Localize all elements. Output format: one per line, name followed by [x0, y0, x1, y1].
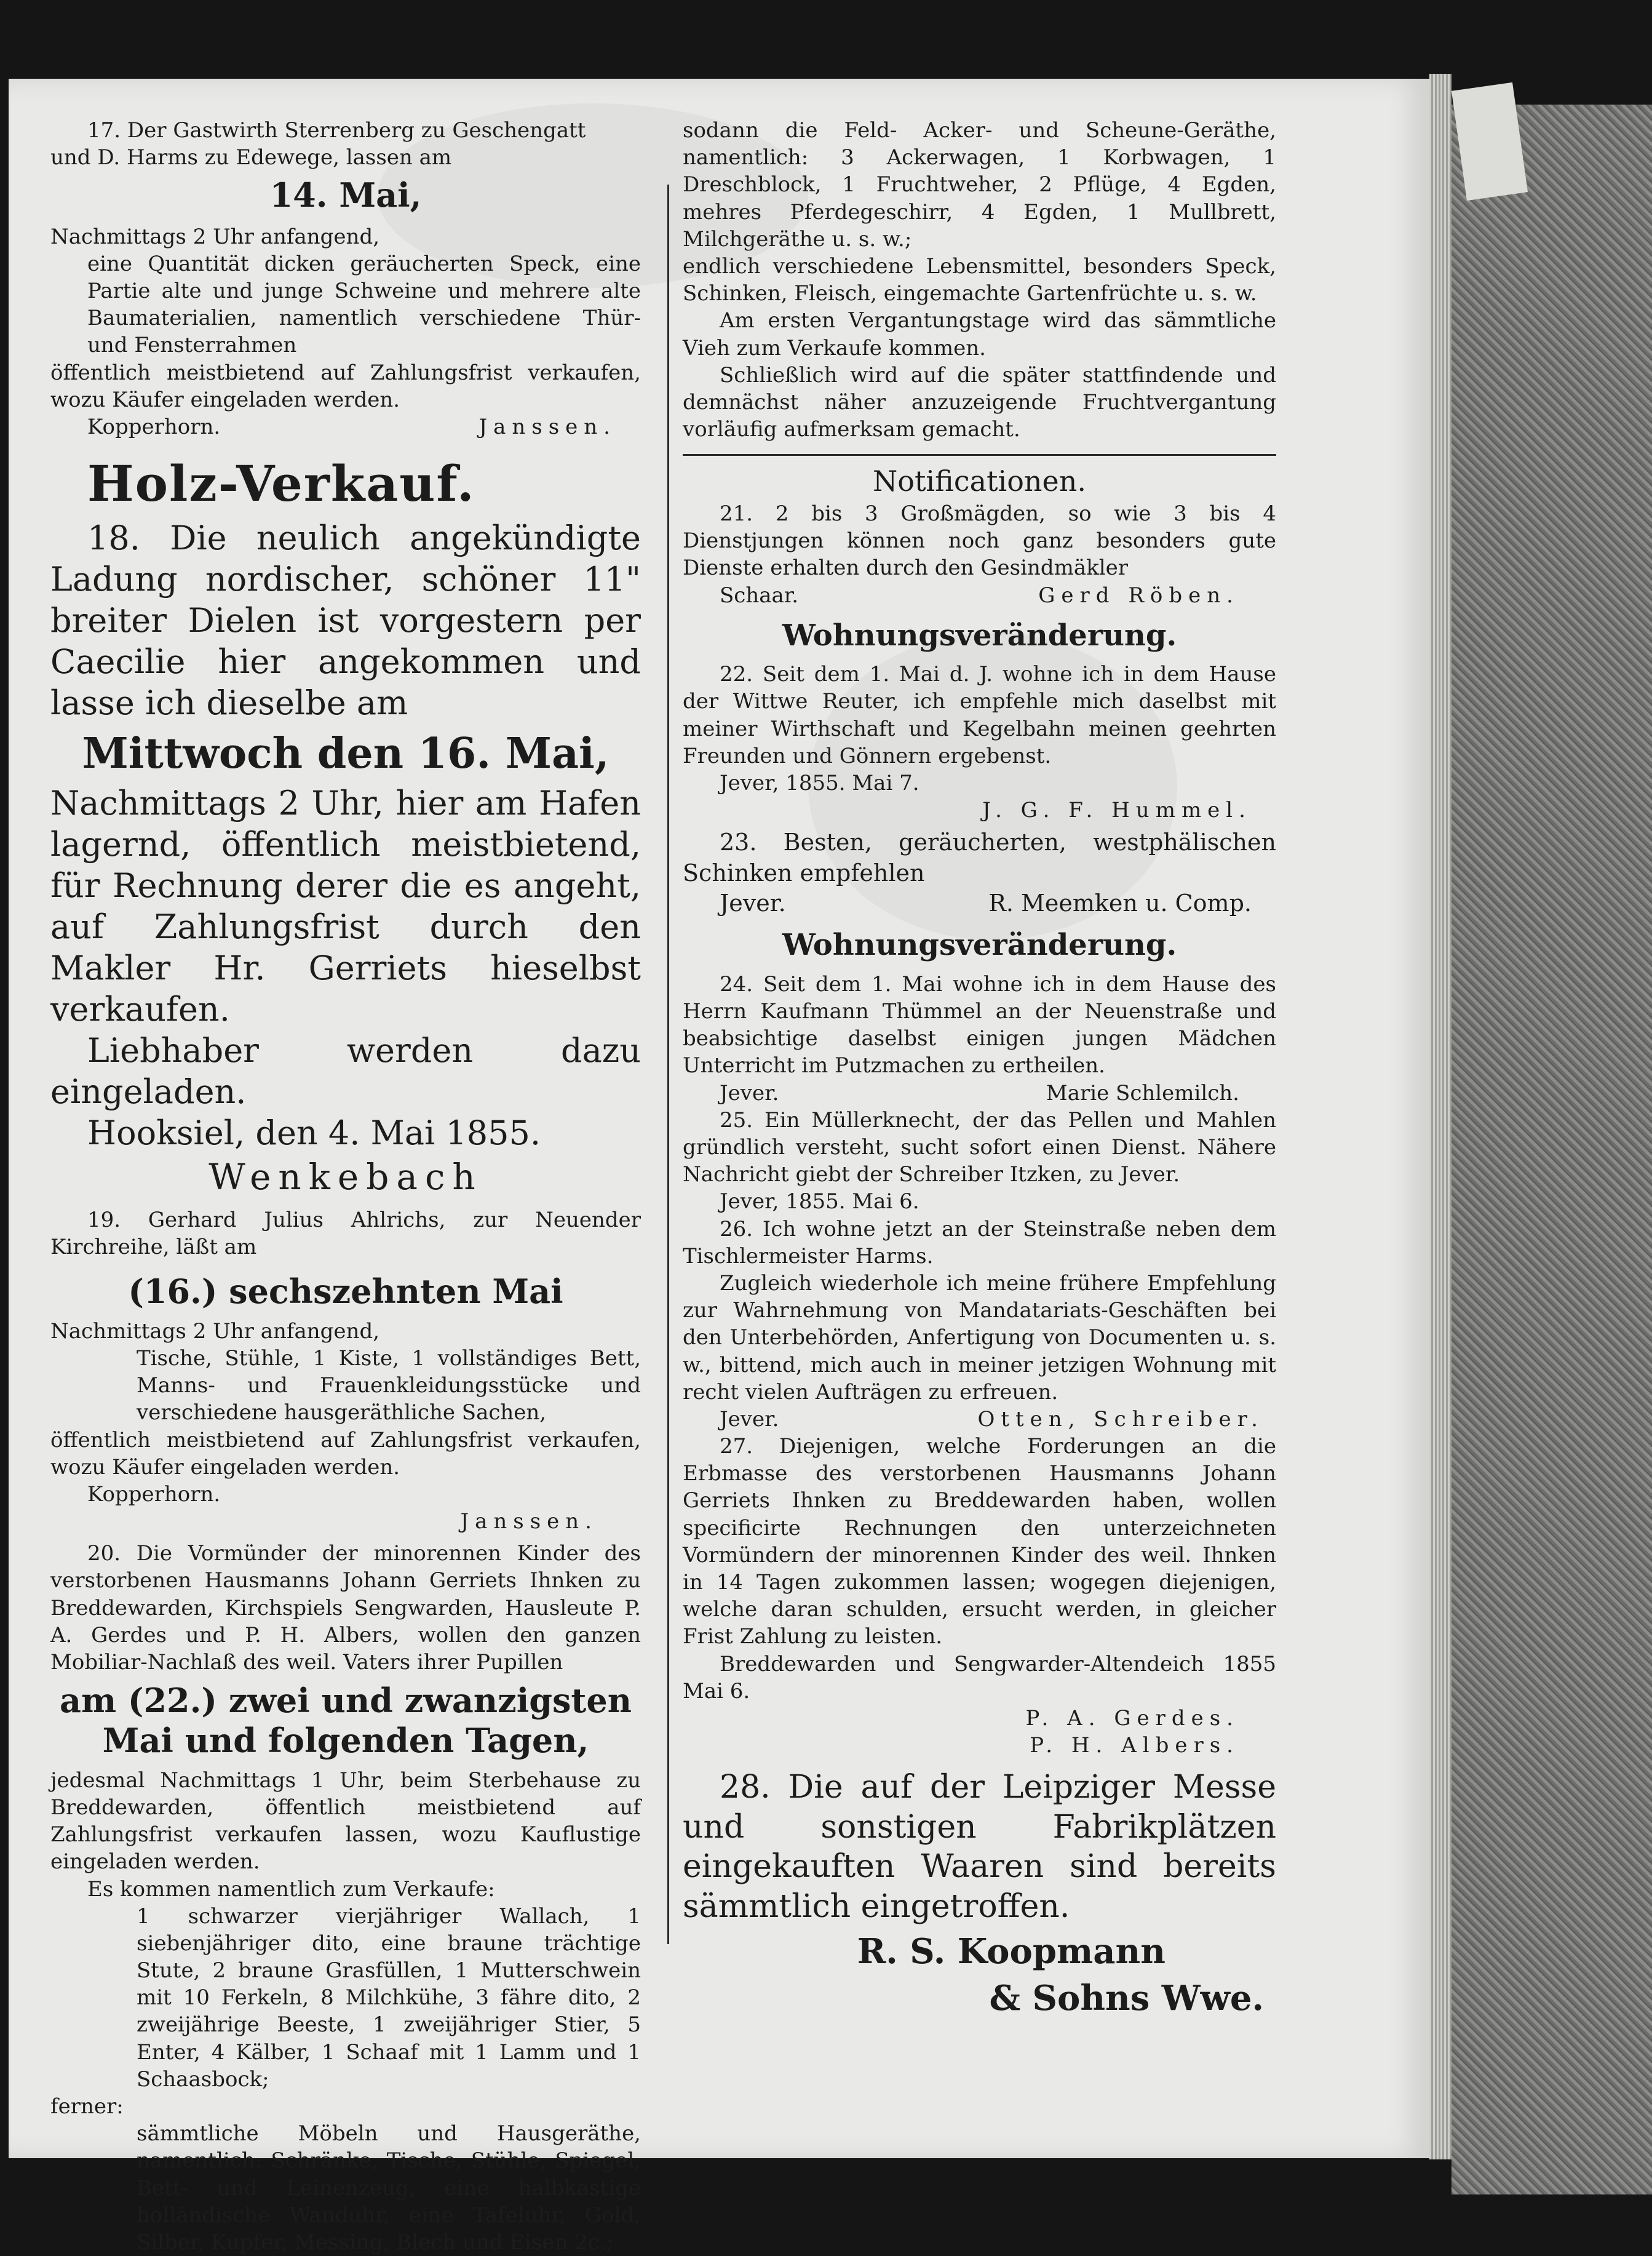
ad-23-place: Jever.: [720, 890, 786, 917]
ad-27-sig2: P. H. Albers.: [1030, 1733, 1239, 1758]
ad-20-continued: [683, 117, 1276, 443]
ad-25-place: Jever, 1855. Mai 6.: [720, 1189, 919, 1214]
ad-17: [50, 117, 641, 440]
right-column: [683, 117, 1276, 2020]
ad-20-date: am (22.) zwei und zwanzigsten Mai und folgenden Tagen,: [60, 1681, 632, 1760]
section-rule: [683, 454, 1276, 456]
ad-27-place: Breddewarden und Sengwarder-Altendeich 1855 Mai 6.: [683, 1651, 1276, 1704]
ad-23-signature: R. Meemken u. Comp.: [988, 890, 1252, 917]
ad-27-sig1: P. A. Gerdes.: [1025, 1705, 1239, 1731]
ad-26-place: Jever.: [720, 1406, 779, 1432]
ad-20-day1: Am ersten Vergantungstage wird das sämmtliche Vieh zum Verkaufe kommen.: [683, 308, 1276, 361]
ad-20-food: endlich verschiedene Lebensmittel, besonders Speck, Schinken, Fleisch, eingemachte Gartenfrüchte u. s. w.: [683, 253, 1276, 306]
wohnung-heading-2: Wohnungsveränderung.: [782, 928, 1177, 963]
ad-19-date: (16.) sechszehnten Mai: [128, 1271, 563, 1311]
ad-24-place: Jever.: [720, 1080, 779, 1106]
ad-25-text: 25. Ein Müllerknecht, der das Pellen und Mahlen gründlich versteht, sucht sofort einen Dienst. Nähere Nachricht giebt der Schreiber Itzken, zu Jever.: [683, 1107, 1276, 1187]
ad-26-text2: Zugleich wiederhole ich meine frühere Empfehlung zur Wahrnehmung von Mandatariats-Geschäften bei den Unterbehörden, Anfertigung von Documenten u. s. w., bittend, mich auch in meiner jetzigen Wohnung mit recht vielen Aufträgen zu erfreuen.: [683, 1270, 1276, 1405]
ad-21: [683, 500, 1276, 609]
ad-19-intro: 19. Gerhard Julius Ahlrichs, zur Neuender Kirchreihe, läßt am: [50, 1208, 641, 1260]
ad-20-livestock: 1 schwarzer vierjähriger Wallach, 1 siebenjähriger dito, eine braune trächtige Stute, 2 braune Grasfüllen, 1 Mutterschwein mit 10 Ferkeln, 8 Milchkühe, 3 fähre dito, 2 zweijährige Beeste, 1 zweijähriger Stier, 5 Enter, 4 Kälber, 1 Schaaf mit 1 Lamm und 1 Schaasbock;: [137, 1903, 641, 2092]
ad-24: [683, 971, 1276, 1107]
ad-20-furniture: sämmtliche Möbeln und Hausgeräthe, namentlich: Schränke, Tische, Stühle, Spiegel, Bett- und Leinenzeug, eine halbkastige holländische Wanduhr, eine Tafeluhr, Gold, Silber, Kupfer, Messing, Blech und Eisen 2c.;: [137, 2121, 641, 2255]
column-divider: [667, 185, 669, 1944]
holz-text3: Liebhaber werden dazu eingeladen.: [50, 1030, 641, 1111]
ad-24-signature: Marie Schlemilch.: [1046, 1080, 1239, 1106]
ad-26: [683, 1216, 1276, 1433]
ad-20: [50, 1540, 641, 2256]
holz-date: Mittwoch den 16. Mai,: [82, 728, 610, 778]
ad-17-line1: 17. Der Gastwirth Sterrenberg zu Geschengatt: [87, 118, 586, 143]
ad-17-time: Nachmittags 2 Uhr anfangend,: [50, 224, 380, 249]
ad-20-body: jedesmal Nachmittags 1 Uhr, beim Sterbehause zu Breddewarden, öffentlich meistbietend auf Zahlungsfrist verkaufen lassen, wozu Kauflustige eingeladen werden.: [50, 1768, 641, 1875]
ad-20-final: Schließlich wird auf die später stattfindende und demnächst näher anzuzeigende Fruchtvergantung vorläufig aufmerksam gemacht.: [683, 362, 1276, 442]
ad-21-place: Schaar.: [720, 583, 799, 608]
left-column: [50, 117, 641, 2256]
ad-20-intro: 20. Die Vormünder der minorennen Kinder des verstorbenen Hausmanns Johann Gerriets Ihnken zu Breddewarden, Kirchspiels Sengwarden, Hausleute P. A. Gerdes und P. H. Albers, wollen den ganzen Mobiliar-Nachlaß des weil. Vaters ihrer Pupillen: [50, 1541, 641, 1675]
ad-20-ferner: ferner:: [50, 2094, 124, 2119]
ad-27-text: 27. Diejenigen, welche Forderungen an die Erbmasse des verstorbenen Hausmanns Johann Gerriets Ihnken zu Breddewarden haben, wollen specificirte Rechnungen den unterzeichneten Vormündern der minorennen Kinder des weil. Ihnken in 14 Tagen zukommen lassen; wogegen diejenigen, welche daran schulden, ersucht werden, in gleicher Frist Zahlung zu leisten.: [683, 1434, 1276, 1649]
notifications-heading: Notificationen.: [873, 464, 1086, 498]
holz-title: Holz-Verkauf.: [87, 455, 475, 513]
ad-28-sig1: R. S. Koopmann: [857, 1931, 1166, 1972]
ad-19: [50, 1206, 641, 1535]
ad-17-line2: und D. Harms zu Edewege, lassen am: [50, 145, 452, 170]
ad-21-signature: Gerd Röben.: [1038, 583, 1239, 608]
ad-23: [683, 827, 1276, 919]
ad-27: [683, 1433, 1276, 1759]
ad-19-time: Nachmittags 2 Uhr anfangend,: [50, 1318, 380, 1344]
ad-19-closing: öffentlich meistbietend auf Zahlungsfrist verkaufen, wozu Käufer eingeladen werden.: [50, 1427, 641, 1480]
ad-28-sig2: & Sohns Wwe.: [989, 1978, 1264, 2019]
ad-17-date: 14. Mai,: [269, 175, 422, 215]
holz-place: Hooksiel, den 4. Mai 1855.: [87, 1113, 541, 1152]
ad-28-text: 28. Die auf der Leipziger Messe und sonstigen Fabrikplätzen eingekauften Waaren sind bereits sämmtlich eingetroffen.: [683, 1769, 1276, 1925]
ad-22-text: 22. Seit dem 1. Mai d. J. wohne ich in dem Hause der Wittwe Reuter, ich empfehle mich daselbst mit meiner Wirthschaft und Kegelbahn meinen geehrten Freunden und Gönnern ergebenst.: [683, 662, 1276, 768]
ad-22-signature: J. G. F. Hummel.: [982, 798, 1252, 823]
ad-19-signature: Janssen.: [460, 1509, 598, 1534]
holz-text2: Nachmittags 2 Uhr, hier am Hafen lagernd, öffentlich meistbietend, für Rechnung derer die es angeht, auf Zahlungsfrist durch den Makler Hr. Gerriets hieselbst verkaufen.: [50, 784, 641, 1029]
ad-19-body: Tische, Stühle, 1 Kiste, 1 vollständiges Bett, Manns- und Frauenkleidungsstücke und verschiedene hausgeräthliche Sachen,: [137, 1345, 641, 1425]
ad-18-holz: [50, 452, 641, 1200]
page-edges: [1429, 74, 1451, 2159]
ad-25: [683, 1107, 1276, 1216]
ad-24-text: 24. Seit dem 1. Mai wohne ich in dem Hause des Herrn Kaufmann Thümmel an der Neuenstraße und beabsichtige daselbst einigen jungen Mädchen Unterricht im Putzmachen zu ertheilen.: [683, 971, 1276, 1078]
ad-22: [683, 661, 1276, 824]
ad-19-place: Kopperhorn.: [87, 1481, 221, 1507]
ad-21-text: 21. 2 bis 3 Großmägden, so wie 3 bis 4 Dienstjungen können noch ganz besonders gute Dienste erhalten durch den Gesindmäkler: [683, 501, 1276, 581]
ad-23-text: 23. Besten, geräucherten, westphälischen Schinken empfehlen: [683, 829, 1276, 887]
ad-17-signature: Janssen.: [479, 414, 616, 439]
ad-22-place: Jever, 1855. Mai 7.: [720, 770, 919, 795]
ad-17-closing: öffentlich meistbietend auf Zahlungsfrist verkaufen, wozu Käufer eingeladen werden.: [50, 360, 641, 412]
ad-26-signature: Otten, Schreiber.: [977, 1406, 1264, 1432]
ad-28: [683, 1768, 1276, 2020]
ad-17-place: Kopperhorn.: [87, 414, 221, 439]
ad-26-text: 26. Ich wohne jetzt an der Steinstraße neben dem Tischlermeister Harms.: [683, 1216, 1276, 1269]
holz-signature: Wenkebach: [208, 1155, 483, 1198]
ad-17-body: eine Quantität dicken geräucherten Speck, eine Partie alte und junge Schweine und mehrere alte Baumaterialien, namentlich verschiedene Thür- und Fensterrahmen: [87, 251, 641, 358]
ad-20-list-intro: Es kommen namentlich zum Verkaufe:: [87, 1876, 495, 1902]
wohnung-heading-1: Wohnungsveränderung.: [782, 618, 1177, 653]
holz-text1: 18. Die neulich angekündigte Ladung nordischer, schöner 11" breiter Dielen ist vorgestern per Caecilie hier angekommen und lasse ich dieselbe am: [50, 519, 641, 722]
book-cover: [1451, 105, 1652, 2194]
ad-20-tools: sodann die Feld- Acker- und Scheune-Geräthe, namentlich: 3 Ackerwagen, 1 Korbwagen, 1 Dreschblock, 1 Fruchtweher, 2 Pflüge, 4 Egden, mehres Pferdegeschirr, 4 Egden, 1 Mullbrett, Milchgeräthe u. s. w.;: [683, 118, 1276, 252]
